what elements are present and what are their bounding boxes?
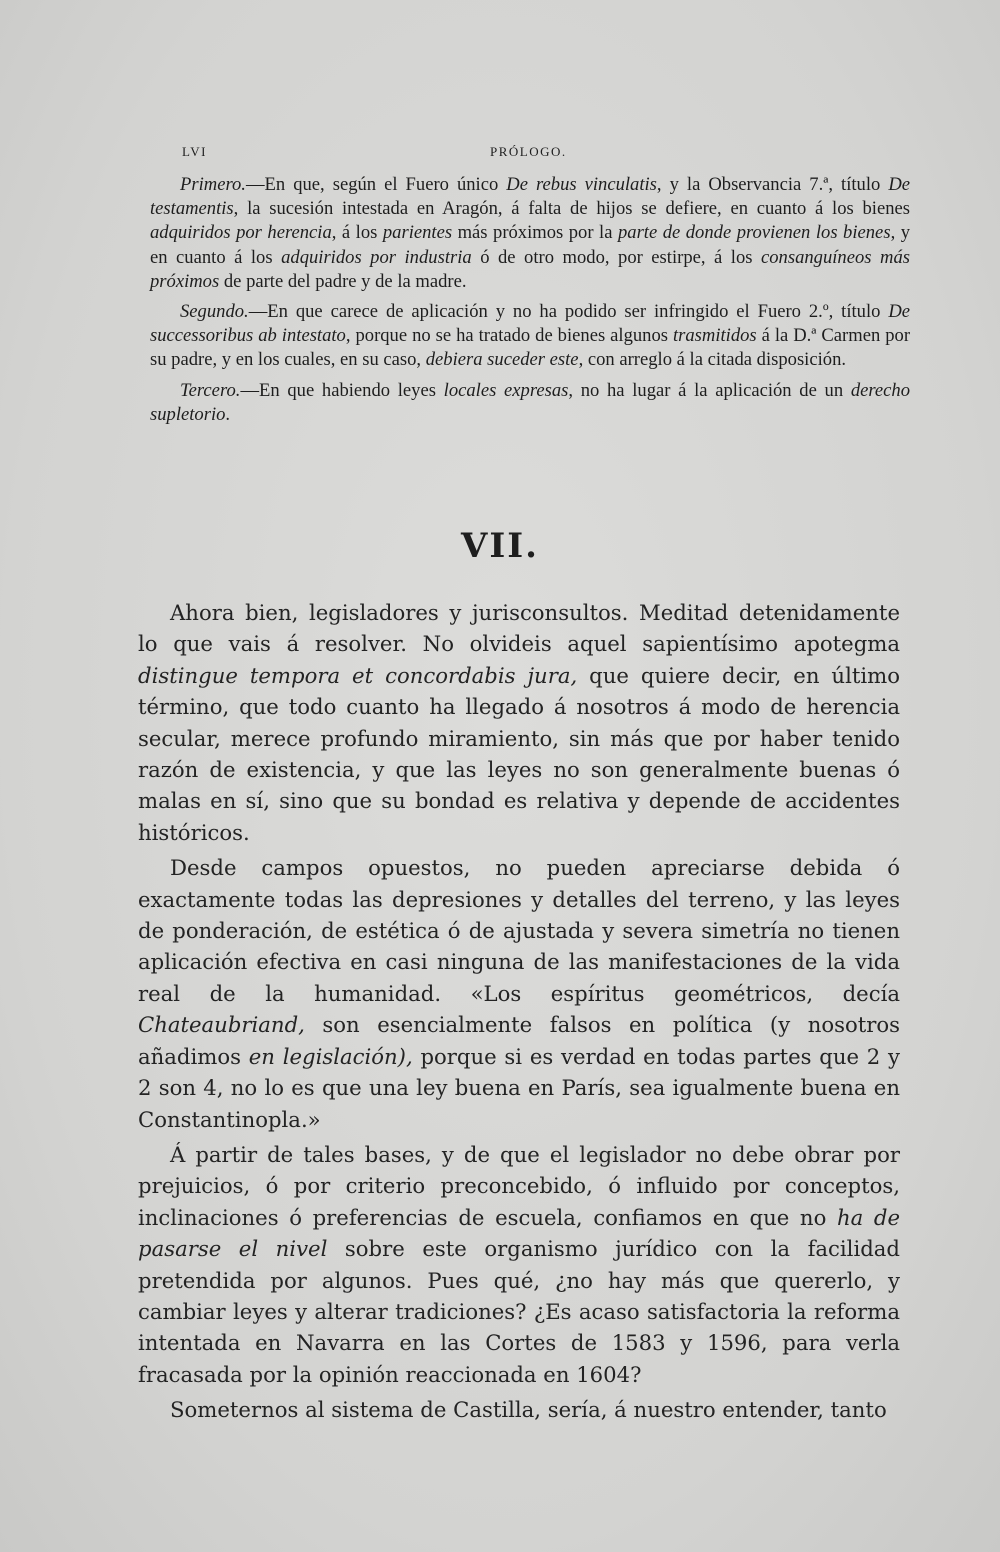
italic-text: De rebus vinculatis [506,174,657,195]
text-run: , porque no se ha tratado de bienes algunos [345,325,673,347]
paragraph-desde-campos [138,852,900,1135]
running-title: PRÓLOGO. [490,144,567,159]
main-text-block [138,597,900,1430]
italic-text: parientes [382,222,453,244]
text-run: —En que carece de aplicación y no ha podido ser infringido el Fuero 2.º, título [248,301,889,323]
section-heading: VII. [460,526,540,566]
italic-text: Tercero. [180,379,241,401]
italic-text: adquiridos por industria [281,246,472,268]
paragraph-a-partir [138,1139,900,1390]
italic-text: consanguíneos más próximos [150,246,910,292]
page-number: LVI [182,144,207,159]
text-run: de parte del padre y de la madre. [219,270,467,292]
text-run: que quiere decir, en último término, que todo cuanto ha llegado á nosotros á modo de herencia secular, merece profundo miramiento, sin más que por haber tenido razón de existencia, y que las leyes no son generalmente buenas ó malas en sí, sino que su bondad es relativa y depende de accidentes históricos. [138,662,900,845]
text-run: , la sucesión intestada en Aragón, á falta de hijos se defiere, en cuanto á los bienes [233,198,910,220]
text-run: sobre este organismo jurídico con la facilidad pretendida por algunos. Pues qué, ¿no hay más que quererlo, y cambiar leyes y alterar tradiciones? ¿Es acaso satisfactoria la reforma intentada en Navarra en las Cortes de 1583 y 1596, para verla fracasada por la opinión reaccionada en 1604? [138,1236,900,1387]
text-run: porque si es verdad en todas partes que 2 y 2 son 4, no lo es que una ley buena en París, sea igualmente buena en Constantinopla.» [138,1043,900,1132]
text-run: . [225,403,231,425]
footnote-block [150,173,910,433]
italic-text: Primero. [180,174,246,195]
italic-text: locales expresas [443,379,569,401]
italic-text: De testamentis [150,174,910,220]
text-run: Someternos al sistema de Castilla, sería, á nuestro entender, tanto [170,1397,887,1423]
text-run: Á partir de tales bases, y de que el legislador no debe obrar por prejuicios, ó por criterio preconcebido, ó influido por conceptos, inclinaciones ó preferencias de escuela, confiamos en que no [138,1141,900,1230]
text-run: más próximos por la [452,222,618,244]
italic-text: De successoribus ab intestato [150,301,910,347]
text-run: —En que, según el Fuero único [245,174,507,195]
italic-text: Segundo. [180,301,249,323]
italic-text: derecho supletorio [150,379,911,425]
paragraph-segundo [150,300,910,373]
text-run: , no ha lugar á la aplicación de un [568,379,851,401]
italic-text: parte de donde provienen los bienes [617,222,891,244]
text-run: —En que habiendo leyes [240,379,444,401]
text-run: , y en cuanto á los [150,222,911,268]
text-run: Ahora bien, legisladores y jurisconsultos. Meditad detenidamente lo que vais á resolver. No olvideis aquel sapientísimo apotegma [138,600,900,657]
text-run: , á los [331,222,383,244]
italic-text: trasmitidos [672,325,757,347]
italic-text: en legislación), [248,1043,413,1069]
text-run: Desde campos opuestos, no pueden apreciarse debida ó exactamente todas las depresiones y detalles del terreno, y las leyes de ponderación, de estética ó de ajustada y severa simetría no tienen aplicación efectiva en casi ninguna de las manifestaciones de la vida real de la humanidad. «Los espíritus geométricos, decía [138,855,900,1006]
text-run: ó de otro modo, por estirpe, á los [471,246,761,268]
italic-text: Chateaubriand, [138,1012,305,1038]
text-run: á la D.ª Carmen por su padre, y en los cuales, en su caso, [150,325,911,371]
paragraph-ahora-bien [138,597,900,848]
text-run: , y la Observancia 7.ª, título [656,174,889,195]
italic-text: distingue tempora et concordabis jura, [138,662,578,688]
paragraph-primero [150,173,910,294]
paragraph-tercero [150,379,910,427]
text-run: , con arreglo á la citada disposición. [578,349,847,371]
paragraph-someternos [138,1394,900,1425]
italic-text: ha de pasarse el nivel [138,1204,900,1262]
italic-text: debiera suceder este [425,349,579,371]
italic-text: adquiridos por herencia [150,222,332,244]
running-head [182,144,902,164]
text-run: son esencialmente falsos en política (y nosotros añadimos [138,1012,900,1069]
